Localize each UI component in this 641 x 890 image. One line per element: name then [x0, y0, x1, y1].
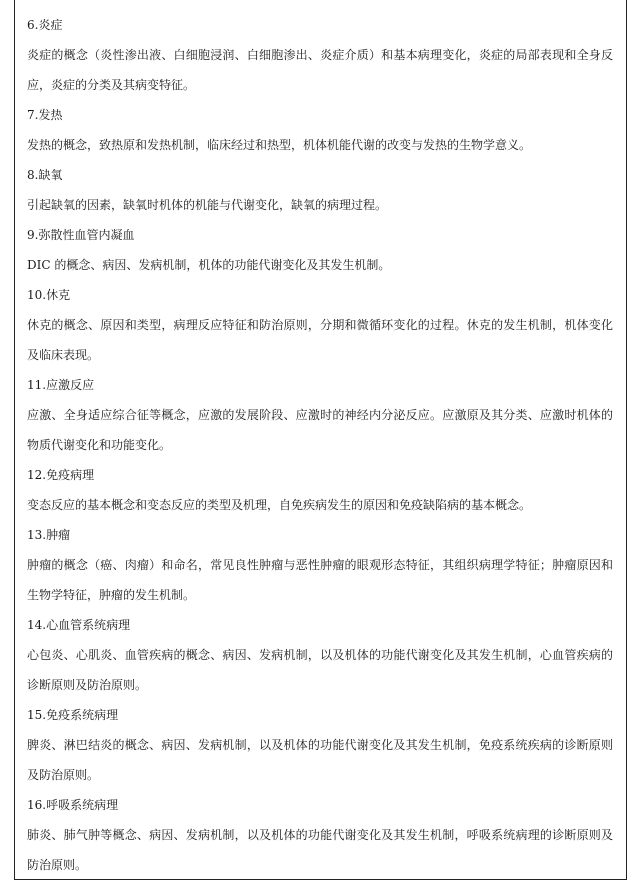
section-dic: [27, 220, 613, 280]
section-title: 13.肿瘤: [27, 528, 71, 542]
section-cardiovascular: [27, 610, 613, 700]
section-title: 8.缺氧: [27, 168, 63, 182]
document-content: [27, 10, 613, 880]
section-title: 9.弥散性血管内凝血: [27, 228, 135, 242]
section-respiratory: [27, 790, 613, 880]
section-body: 脾炎、淋巴结炎的概念、病因、发病机制，以及机体的功能代谢变化及其发生机制，免疫系统疾病的诊断原则及防治原则。: [27, 738, 613, 782]
section-title: 14.心血管系统病理: [27, 618, 131, 632]
section-immunopathology: [27, 460, 613, 520]
section-body: 引起缺氧的因素，缺氧时机体的机能与代谢变化，缺氧的病理过程。: [27, 198, 388, 212]
section-tumor: [27, 520, 613, 610]
section-stress: [27, 370, 613, 460]
section-body: 应激、全身适应综合征等概念，应激的发展阶段、应激时的神经内分泌反应。应激原及其分类、应激时机体的物质代谢变化和功能变化。: [27, 408, 613, 452]
section-hypoxia: [27, 160, 613, 220]
section-shock: [27, 280, 613, 370]
section-body: DIC 的概念、病因、发病机制，机体的功能代谢变化及其发生机制。: [27, 258, 391, 272]
section-title: 7.发热: [27, 108, 63, 122]
section-body: 心包炎、心肌炎、血管疾病的概念、病因、发病机制，以及机体的功能代谢变化及其发生机制，心血管疾病的诊断原则及防治原则。: [27, 648, 613, 692]
section-inflammation: [27, 10, 613, 100]
section-body: 变态反应的基本概念和变态反应的类型及机理，自免疾病发生的原因和免疫缺陷病的基本概念。: [27, 498, 532, 512]
section-fever: [27, 100, 613, 160]
section-body: 休克的概念、原因和类型，病理反应特征和防治原则，分期和微循环变化的过程。休克的发生机制，机体变化及临床表现。: [27, 318, 613, 362]
section-title: 15.免疫系统病理: [27, 708, 119, 722]
section-immune-system: [27, 700, 613, 790]
section-body: 肿瘤的概念（癌、肉瘤）和命名，常见良性肿瘤与恶性肿瘤的眼观形态特征，其组织病理学特征；肿瘤原因和生物学特征，肿瘤的发生机制。: [27, 558, 613, 602]
section-title: 6.炎症: [27, 18, 63, 32]
section-title: 12.免疫病理: [27, 468, 95, 482]
section-title: 11.应激反应: [27, 378, 95, 392]
section-title: 10.休克: [27, 288, 71, 302]
section-body: 炎症的概念（炎性渗出液、白细胞浸润、白细胞渗出、炎症介质）和基本病理变化，炎症的局部表现和全身反应，炎症的分类及其病变特征。: [27, 48, 613, 92]
section-body: 肺炎、肺气肿等概念、病因、发病机制，以及机体的功能代谢变化及其发生机制，呼吸系统病理的诊断原则及防治原则。: [27, 828, 613, 872]
section-body: 发热的概念，致热原和发热机制，临床经过和热型，机体机能代谢的改变与发热的生物学意义。: [27, 138, 532, 152]
section-title: 16.呼吸系统病理: [27, 798, 119, 812]
